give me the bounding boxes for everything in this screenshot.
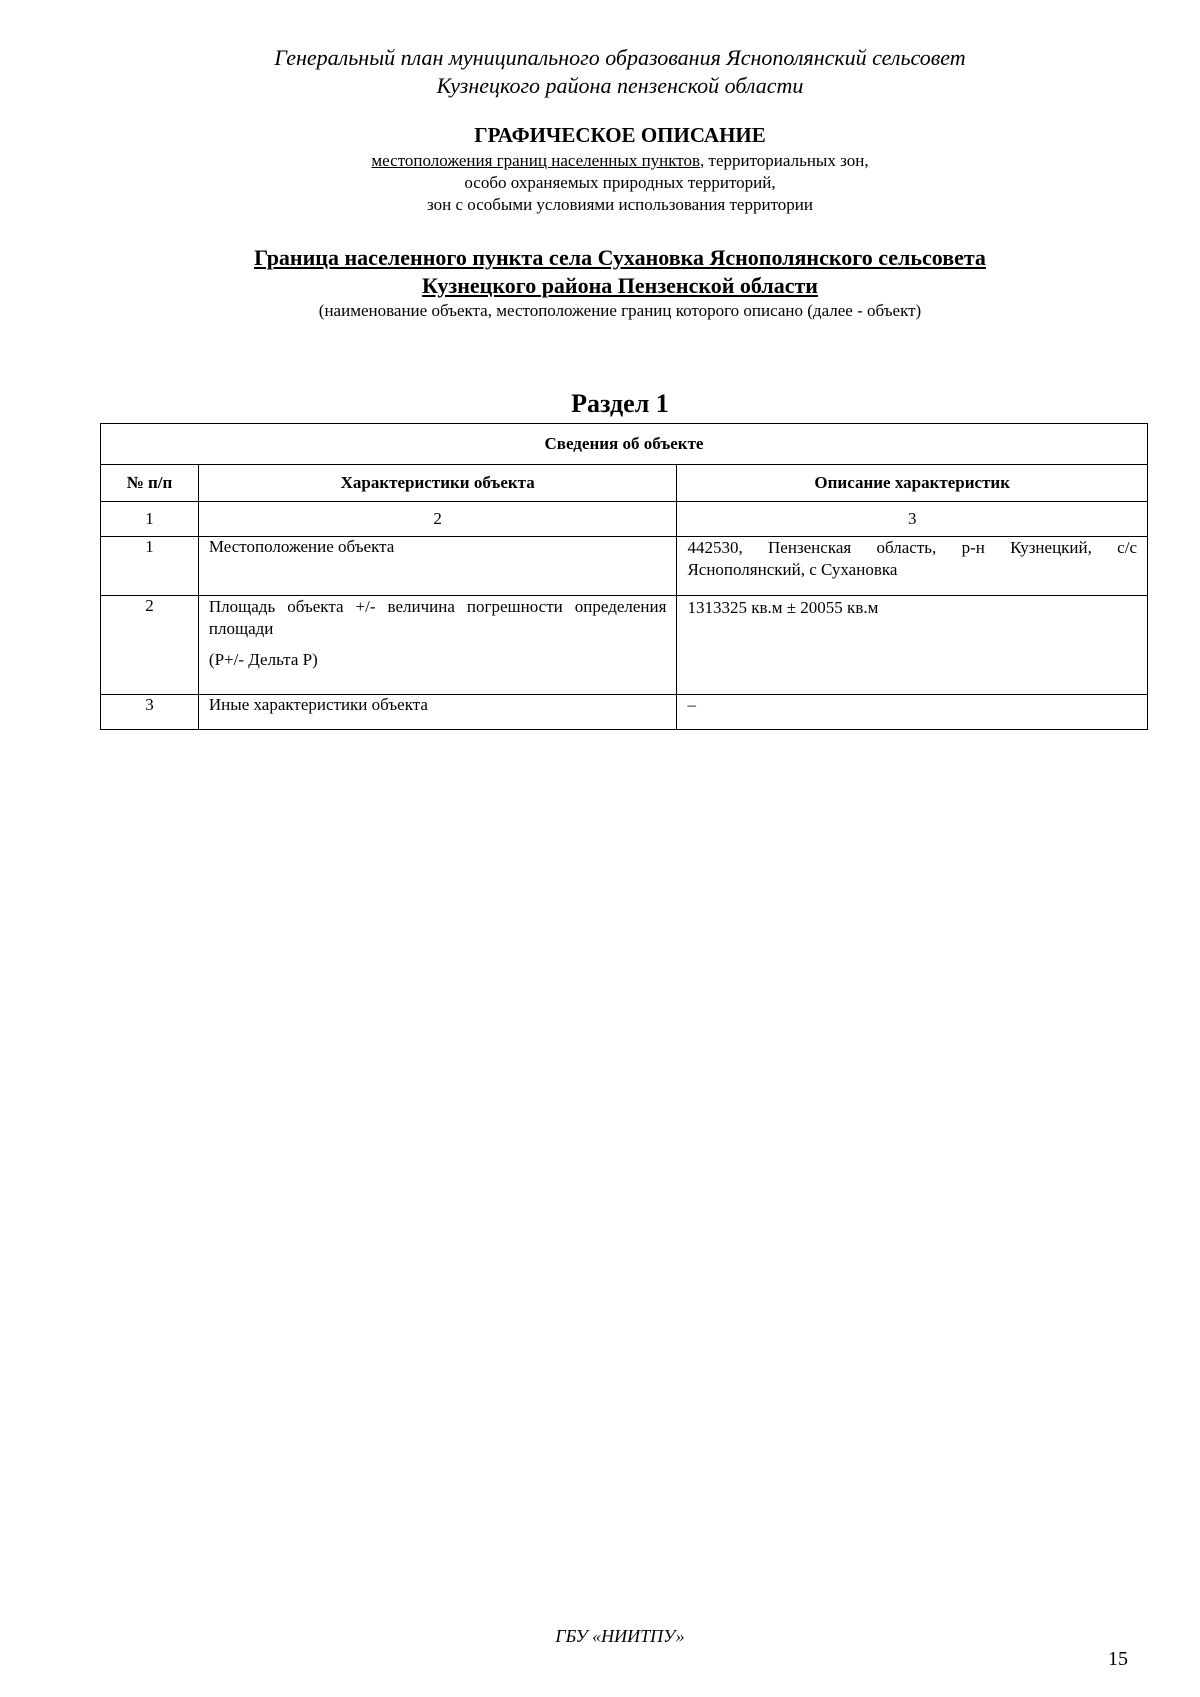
table-caption: Сведения об объекте: [101, 424, 1148, 465]
row-description: –: [677, 695, 1148, 730]
row-characteristic: Иные характеристики объекта: [198, 695, 677, 730]
object-note: (наименование объекта, местоположение границ которого описано (далее - объект): [318, 301, 922, 320]
header-line-2: Кузнецкого района пензенской области: [436, 73, 804, 98]
subtitle-line-2: особо охраняемых природных территорий,: [464, 173, 776, 192]
section-title: Раздел 1: [571, 389, 669, 418]
table-row: [101, 537, 1148, 596]
header-line-1: Генеральный план муниципального образования Яснополянский сельсовет: [274, 45, 966, 70]
column-number-2: 2: [198, 502, 677, 537]
object-info-table: [100, 423, 1148, 730]
page-number: 15: [1108, 1648, 1128, 1670]
header-characteristic: Характеристики объекта: [198, 465, 677, 502]
header-description: Описание характеристик: [677, 465, 1148, 502]
table-header-row: [101, 465, 1148, 502]
column-number-3: 3: [677, 502, 1148, 537]
row-number: 1: [101, 537, 199, 596]
row-characteristic-note: (Р+/- Дельта Р): [208, 650, 318, 669]
table-row: [101, 695, 1148, 730]
table-row: [101, 596, 1148, 695]
column-number-1: 1: [101, 502, 199, 537]
footer-organization: ГБУ «НИИТПУ»: [555, 1626, 685, 1646]
subtitle-line-1: [0, 150, 1200, 172]
subtitle-line-3: зон с особыми условиями использования территории: [427, 195, 813, 214]
graphic-description-title: ГРАФИЧЕСКОЕ ОПИСАНИЕ: [474, 123, 766, 147]
row-characteristic: Местоположение объекта: [198, 537, 677, 596]
column-number-row: [101, 502, 1148, 537]
subtitle-underlined-text: местоположения границ населенных пунктов: [371, 151, 701, 170]
row-description: 1313325 кв.м ± 20055 кв.м: [677, 596, 1148, 695]
object-name: [0, 244, 1200, 300]
row-number: 2: [101, 596, 199, 695]
graphic-description-subtitle: [0, 150, 1200, 216]
subtitle-rest-text: , территориальных зон,: [700, 151, 869, 170]
object-name-line-1: Граница населенного пункта села Сухановка Яснополянского сельсовета: [254, 245, 986, 270]
object-name-line-2: Кузнецкого района Пензенской области: [422, 273, 818, 298]
row-characteristic-cell: [198, 596, 677, 695]
document-header: [0, 44, 1200, 100]
header-number: № п/п: [101, 465, 199, 502]
row-number: 3: [101, 695, 199, 730]
row-description: 442530, Пензенская область, р-н Кузнецкий, с/с Яснополянский, с Сухановка: [677, 537, 1148, 596]
table-caption-row: [101, 424, 1148, 465]
row-characteristic: Площадь объекта +/- величина погрешности определения площади: [208, 597, 667, 638]
